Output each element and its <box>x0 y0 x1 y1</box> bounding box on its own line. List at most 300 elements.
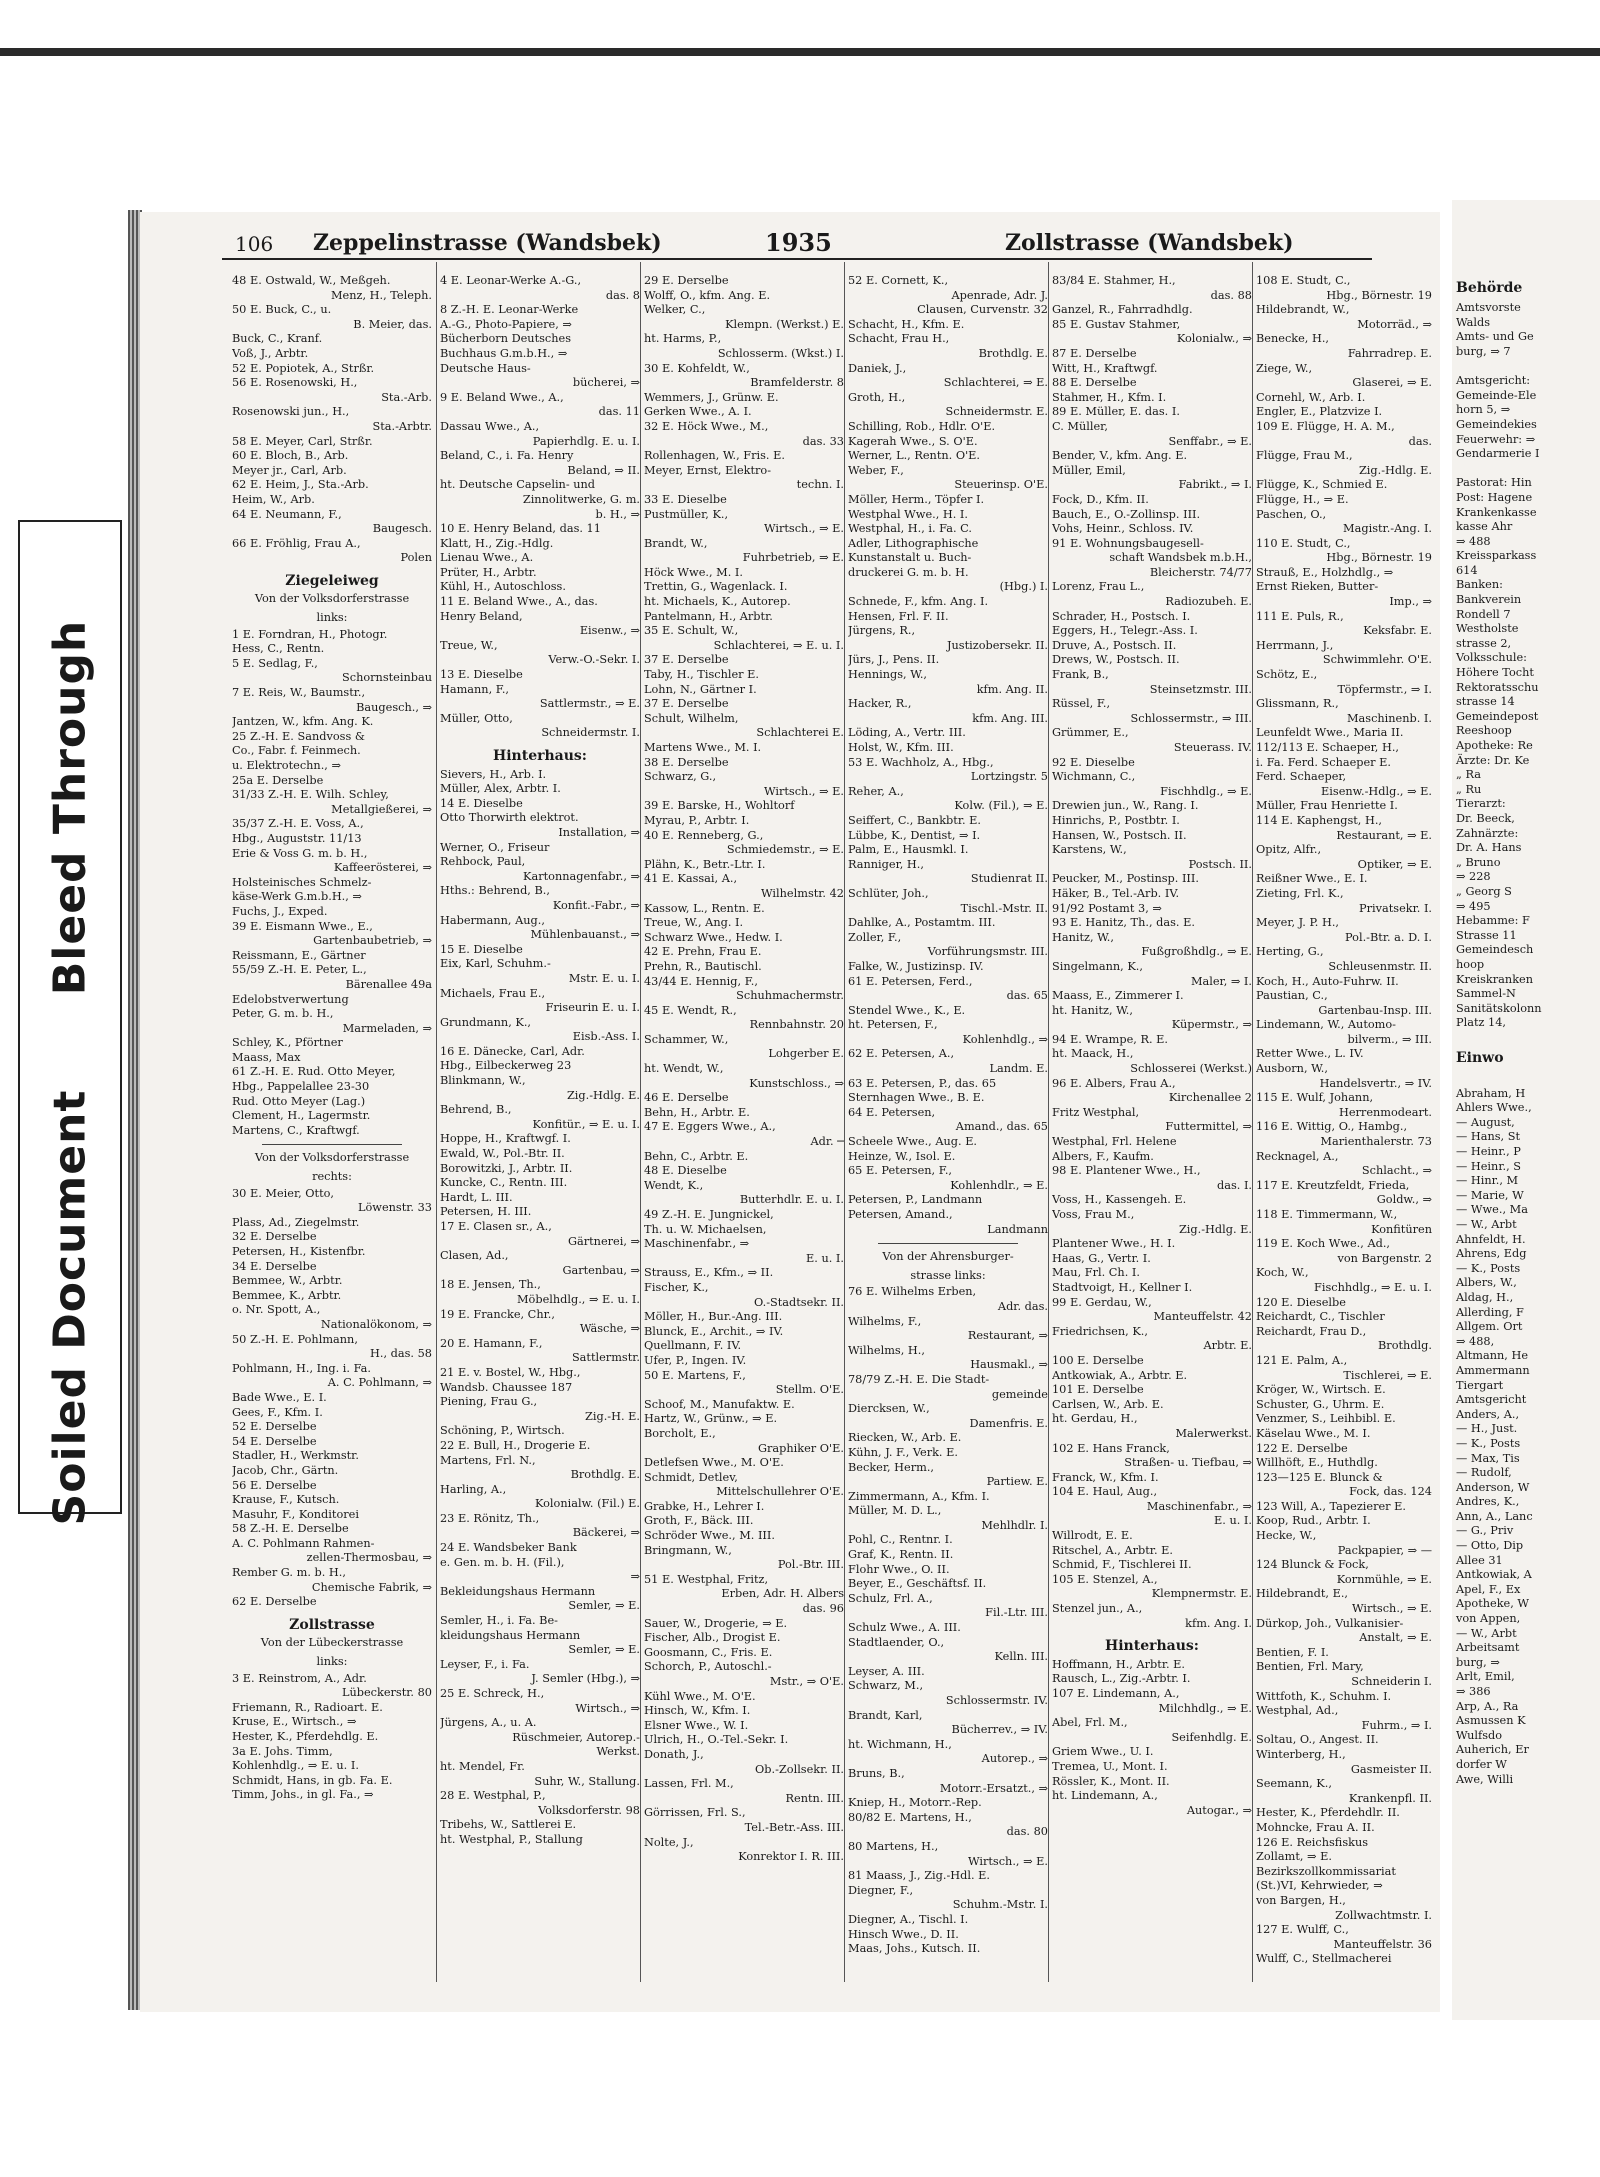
directory-entry: Kühl, H., Autoschloss. <box>440 580 566 594</box>
entry-continuation: Baugesch., ⇒ <box>356 700 432 714</box>
directory-entry: Flohr Wwe., O. II. <box>848 1562 950 1576</box>
adjacent-entry: Hebamme: F <box>1456 914 1530 928</box>
directory-entry: Stenzel jun., A., <box>1052 1602 1143 1616</box>
street-section-heading: Zollstrasse <box>289 1616 375 1633</box>
directory-entry: Lienau Wwe., A. <box>440 551 534 565</box>
entry-continuation: Steuerass. IV. <box>1173 741 1252 754</box>
entry-continuation: Gasmeister II. <box>1350 1762 1432 1776</box>
page-number: 106 <box>235 232 274 256</box>
adjacent-entry: Apel, F., Ex <box>1456 1582 1521 1596</box>
entry-continuation: das. 65 <box>1006 989 1048 1003</box>
entry-continuation: Schlachterei, ⇒ E. <box>943 376 1048 390</box>
directory-entry: 123 Will, A., Tapezierer E. <box>1256 1499 1406 1513</box>
directory-entry: 5 E. Sedlag, F., <box>232 656 318 670</box>
directory-entry: Borcholt, E., <box>644 1426 716 1440</box>
directory-entry: Klatt, H., Zig.-Hdlg. <box>440 536 554 550</box>
directory-entry: Eix, Karl, Schuhm.- <box>440 957 551 971</box>
directory-entry: 43/44 E. Hennig, F., <box>644 974 758 988</box>
directory-entry: Drews, W., Postsch. II. <box>1052 653 1180 667</box>
adjacent-entry: — Wwe., Ma <box>1456 1203 1528 1217</box>
directory-entry: 39 E. Barske, H., Wohltorf <box>644 799 795 813</box>
directory-entry: Holst, W., Kfm. III. <box>848 741 954 754</box>
directory-entry: Welker, C., <box>644 303 706 317</box>
directory-entry: Dahlke, A., Postamtm. III. <box>848 916 996 930</box>
adjacent-entry: Aldag, H., <box>1456 1290 1514 1304</box>
directory-entry: 25 E. Schreck, H., <box>440 1687 545 1700</box>
entry-continuation: Kohlenhdlg., ⇒ <box>962 1032 1048 1046</box>
adjacent-entry: Sammel-N <box>1456 987 1516 1001</box>
street-section-heading: Hinterhaus: <box>1105 1638 1199 1655</box>
column-divider <box>1048 262 1049 1982</box>
directory-entry: Jürs, J., Pens. II. <box>848 653 940 667</box>
entry-continuation: Restaurant, ⇒ <box>967 1329 1048 1343</box>
directory-entry: Harling, A., <box>440 1482 507 1496</box>
entry-continuation: Sta.-Arbtr. <box>372 419 432 433</box>
directory-entry: Nolte, J., <box>644 1835 694 1849</box>
directory-entry: Plass, Ad., Ziegelmstr. <box>232 1215 360 1229</box>
directory-entry: 94 E. Wrampe, R. E. <box>1052 1032 1168 1046</box>
directory-entry: 35 E. Schult, W., <box>644 624 739 638</box>
entry-continuation: Sattlermstr., ⇒ E. <box>539 697 640 711</box>
directory-entry: Behrend, B., <box>440 1103 512 1117</box>
directory-entry: 80 Martens, H., <box>848 1839 939 1853</box>
directory-entry: Bade Wwe., E. I. <box>232 1390 327 1404</box>
directory-entry: Löding, A., Vertr. III. <box>848 726 966 740</box>
directory-entry: Müller, Otto, <box>440 711 513 725</box>
directory-entry: von Bargen, H., <box>1256 1893 1346 1907</box>
directory-entry: 50 E. Martens, F., <box>644 1368 746 1382</box>
directory-entry: Schulz, Frl. A., <box>848 1591 933 1605</box>
directory-entry: 61 E. Petersen, Ferd., <box>848 974 973 988</box>
directory-entry: Recknagel, A., <box>1256 1149 1339 1163</box>
directory-entry: 108 E. Studt, C., <box>1256 274 1351 287</box>
directory-entry: Fischer, K., <box>644 1280 709 1294</box>
direction-note: Von der Volksdorferstrasse <box>254 592 410 606</box>
directory-entry: Bezirkszollkommissariat <box>1256 1864 1396 1878</box>
adjacent-entry: Altmann, He <box>1456 1349 1529 1363</box>
adjacent-entry: Ahnfeldt, H. <box>1456 1232 1526 1246</box>
directory-entry: Voß, J., Arbtr. <box>232 346 309 360</box>
entry-continuation: Zollwachtmstr. I. <box>1335 1908 1432 1922</box>
bleed-through-label: Bleed Through <box>44 619 96 996</box>
column-divider <box>436 262 437 1982</box>
entry-continuation: Schlosserm. (Wkst.) I. <box>717 346 844 360</box>
entry-continuation: Menz, H., Teleph. <box>330 288 432 302</box>
entry-continuation: zellen-Thermosbau, ⇒ <box>306 1551 432 1565</box>
directory-entry: Martens, Frl. N., <box>440 1453 536 1467</box>
adjacent-entry: Amtsgericht <box>1456 1393 1527 1407</box>
entry-continuation: Bramfelderstr. 8 <box>750 376 844 390</box>
directory-entry: 78/79 Z.-H. E. Die Stadt- <box>848 1372 990 1386</box>
entry-continuation: Wirtsch., ⇒ E. <box>763 522 844 536</box>
directory-entry: 119 E. Koch Wwe., Ad., <box>1256 1237 1391 1251</box>
entry-continuation: Eisb.-Ass. I. <box>572 1030 640 1044</box>
directory-entry: Hbg., Auguststr. 11/13 <box>232 831 362 845</box>
entry-continuation: Handelsvertr., ⇒ IV. <box>1319 1076 1432 1090</box>
adjacent-entry: Arbeitsamt <box>1456 1641 1520 1655</box>
directory-entry: 1 E. Forndran, H., Photogr. <box>232 627 388 641</box>
directory-entry: Koch, W., <box>1256 1266 1309 1280</box>
entry-continuation: Rentn. III. <box>785 1791 844 1805</box>
directory-entry: Meyer, J. P. H., <box>1256 916 1340 930</box>
directory-entry: 121 E. Palm, A., <box>1256 1353 1348 1367</box>
directory-entry: 3 E. Reinstrom, A., Adr. <box>232 1671 367 1685</box>
entry-continuation: Töpfermstr., ⇒ I. <box>1337 682 1432 696</box>
entry-continuation: Chemische Fabrik, ⇒ <box>311 1580 432 1594</box>
entry-continuation: Rennbahnstr. 20 <box>749 1018 844 1032</box>
directory-entry: 30 E. Kohfeldt, W., <box>644 361 750 375</box>
directory-entry: 37 E. Derselbe <box>644 697 729 711</box>
entry-continuation: Maschinenfabr., ⇒ <box>1146 1499 1252 1513</box>
adjacent-entry: — Heinr., S <box>1456 1159 1521 1173</box>
adjacent-entry: Awe, Willi <box>1456 1772 1514 1786</box>
entry-continuation: Mittelschullehrer O'E. <box>716 1485 844 1499</box>
adjacent-entry: Arp, A., Ra <box>1456 1699 1519 1713</box>
entry-continuation: Senffabr., ⇒ E. <box>1168 434 1252 448</box>
column-divider <box>844 262 845 1982</box>
direction-note: strasse links: <box>910 1268 986 1282</box>
entry-continuation: Hbg., Börnestr. 19 <box>1326 551 1432 565</box>
directory-entry: Hennings, W., <box>848 668 928 682</box>
entry-continuation: Fahrradrep. E. <box>1347 346 1432 360</box>
adjacent-entry: strasse 14 <box>1456 695 1515 709</box>
street-section-heading: Hinterhaus: <box>493 748 587 764</box>
directory-entry: Elsner Wwe., W. I. <box>644 1718 749 1732</box>
directory-entry: Hildebrandt, E., <box>1256 1587 1349 1601</box>
directory-entry: 51 E. Westphal, Fritz, <box>644 1572 769 1586</box>
adjacent-entry: Apotheke: Re <box>1456 739 1533 752</box>
directory-entry: 42 E. Prehn, Frau E. <box>644 945 762 959</box>
directory-entry: 9 E. Beland Wwe., A., <box>440 390 564 404</box>
directory-entry: Wilhelms, H., <box>848 1343 925 1357</box>
directory-entry: Detlefsen Wwe., M. O'E. <box>644 1456 784 1470</box>
directory-entry: 81 Maass, J., Zig.-Hdl. E. <box>848 1869 991 1883</box>
directory-entry: Heinze, W., Isol. E. <box>848 1149 956 1163</box>
entry-continuation: Manteuffelstr. 42 <box>1153 1310 1252 1324</box>
direction-note: links: <box>316 1655 348 1669</box>
directory-entry: 61 Z.-H. E. Rud. Otto Meyer, <box>232 1065 396 1079</box>
directory-entry: Strauß, E., Holzhdlg., ⇒ <box>1256 565 1394 579</box>
adjacent-entry: Volksschule: <box>1456 651 1527 665</box>
directory-entry: Jürgens, A., u. A. <box>440 1716 537 1730</box>
directory-entry: 91/92 Postamt 3, ⇒ <box>1052 901 1162 915</box>
directory-entry: Reichardt, C., Tischler <box>1256 1310 1385 1324</box>
directory-entry: Möller, Herm., Töpfer I. <box>848 492 985 506</box>
entry-continuation: das. 33 <box>802 434 844 448</box>
directory-entry: 32 E. Höck Wwe., M., <box>644 419 769 433</box>
directory-entry: 96 E. Albers, Frau A., <box>1052 1076 1176 1090</box>
adjacent-entry: Tiergart <box>1456 1378 1504 1392</box>
adjacent-entry: Höhere Tocht <box>1456 666 1534 680</box>
directory-entry: Rember G. m. b. H., <box>232 1566 346 1580</box>
entry-continuation: Semler, ⇒ E. <box>568 1643 640 1657</box>
directory-column-4 <box>848 274 1048 1974</box>
adjacent-entry: Ammermann <box>1456 1363 1530 1377</box>
directory-entry: Schult, Wilhelm, <box>644 711 739 725</box>
directory-entry: 52 E. Popiotek, A., Strßr. <box>232 361 375 375</box>
adjacent-entry <box>1456 1072 1600 1087</box>
entry-continuation: (Hbg.) I. <box>999 580 1048 594</box>
entry-continuation: Konfitür., ⇒ E. u. I. <box>532 1117 640 1131</box>
adjacent-entry: Feuerwehr: ⇒ <box>1456 432 1536 446</box>
directory-entry: 127 E. Wulff, C., <box>1256 1923 1349 1937</box>
directory-entry: Kröger, W., Wirtsch. E. <box>1256 1383 1386 1397</box>
directory-entry: Soltau, O., Angest. II. <box>1256 1733 1379 1747</box>
entry-continuation: Wirtsch., ⇒ E. <box>763 784 844 798</box>
entry-continuation: Bücherrev., ⇒ IV. <box>951 1723 1048 1737</box>
directory-entry: Opitz, Alfr., <box>1256 843 1322 857</box>
directory-entry: Müller, Emil, <box>1052 463 1126 477</box>
directory-entry: 83/84 E. Stahmer, H., <box>1052 274 1176 287</box>
directory-entry: Schröder Wwe., M. III. <box>644 1529 775 1543</box>
entry-continuation: Clausen, Curvenstr. 32 <box>917 303 1048 317</box>
directory-entry: Hths.: Behrend, B., <box>440 884 550 898</box>
directory-entry: Haas, G., Vertr. I. <box>1052 1251 1151 1265</box>
directory-entry: Seiffert, C., Bankbtr. E. <box>848 813 981 827</box>
adjacent-entry: „ Georg S <box>1456 884 1512 898</box>
direction-note: Von der Volksdorferstrasse <box>254 1151 410 1165</box>
adjacent-heading: Einwo <box>1456 1050 1504 1067</box>
directory-entry: Rössler, K., Mont. II. <box>1052 1774 1170 1788</box>
directory-entry: ht. Westphal, P., Stallung <box>440 1832 583 1846</box>
directory-entry: 40 E. Renneberg, G., <box>644 828 764 842</box>
directory-entry: Behn, H., Arbtr. E. <box>644 1105 750 1119</box>
directory-entry: Lassen, Frl. M., <box>644 1777 734 1791</box>
directory-entry: 50 Z.-H. E. Pohlmann, <box>232 1332 358 1346</box>
directory-entry: Hester, K., Pferdehdlg. E. <box>232 1730 379 1743</box>
adjacent-entry: Gemeindekies <box>1456 417 1537 431</box>
adjacent-entry: burg, ⇒ <box>1456 1655 1500 1669</box>
directory-entry: Retter Wwe., L. IV. <box>1256 1047 1364 1061</box>
directory-entry: 20 E. Hamann, F., <box>440 1336 543 1350</box>
adjacent-entry: Gendarmerie I <box>1456 447 1540 461</box>
entry-continuation: Klempnermstr. E. <box>1151 1587 1252 1601</box>
entry-continuation: Arbtr. E. <box>1203 1339 1252 1353</box>
directory-entry: Hess, C., Rentn. <box>232 642 325 656</box>
directory-entry: Beyer, E., Geschäftsf. II. <box>848 1577 987 1591</box>
adjacent-entry: ⇒ 488 <box>1456 534 1491 548</box>
directory-entry: Hinrichs, P., Postbtr. I. <box>1052 813 1180 827</box>
directory-entry: 16 E. Dänecke, Carl, Adr. <box>440 1044 585 1058</box>
entry-continuation: Schornsteinbau <box>342 671 432 685</box>
directory-entry: Beland, C., i. Fa. Henry <box>440 449 574 463</box>
directory-entry: 111 E. Puls, R., <box>1256 609 1344 623</box>
directory-entry: Sternhagen Wwe., B. E. <box>848 1091 985 1105</box>
directory-entry: Hoffmann, H., Arbtr. E. <box>1052 1657 1185 1671</box>
directory-entry: 49 Z.-H. E. Jungnickel, <box>644 1208 774 1221</box>
directory-entry: Piening, Frau G., <box>440 1395 538 1409</box>
entry-continuation: Suhr, W., Stallung. <box>534 1774 640 1788</box>
entry-continuation: Brothdlg. E. <box>570 1468 640 1482</box>
directory-entry: Reher, A., <box>848 784 904 798</box>
direction-note: links: <box>316 611 348 625</box>
directory-entry: Schilling, Rob., Hdlr. O'E. <box>848 419 996 433</box>
directory-entry: Paustian, C., <box>1256 989 1328 1003</box>
directory-entry: 76 E. Wilhelms Erben, <box>848 1285 977 1299</box>
directory-entry: Herting, G., <box>1256 945 1324 959</box>
directory-entry: 33 E. Dieselbe <box>644 492 727 506</box>
adjacent-entry: Anders, A., <box>1456 1407 1520 1421</box>
section-rule <box>262 1144 402 1145</box>
directory-page <box>140 212 1440 2012</box>
directory-entry: ht. Mendel, Fr. <box>440 1759 525 1773</box>
directory-entry: Bücherborn Deutsches <box>440 332 572 346</box>
directory-entry: 58 E. Meyer, Carl, Strßr. <box>232 434 373 448</box>
directory-entry: Ranniger, H., <box>848 857 924 871</box>
entry-continuation: Graphiker O'E. <box>757 1441 844 1455</box>
entry-continuation: Steinsetzmstr. III. <box>1149 682 1252 696</box>
directory-entry: Kühl Wwe., M. O'E. <box>644 1689 756 1703</box>
entry-continuation: Klempn. (Werkst.) E. <box>725 317 844 331</box>
directory-entry: Kühn, J. F., Verk. E. <box>848 1445 958 1459</box>
directory-entry: (St.)VI, Kehrwieder, ⇒ <box>1256 1879 1383 1893</box>
entry-continuation: von Bargenstr. 2 <box>1337 1251 1432 1265</box>
directory-entry: ht. Hanitz, W., <box>1052 1003 1133 1017</box>
directory-entry: Koch, H., Auto-Fuhrw. II. <box>1256 974 1399 988</box>
directory-entry: Werner, O., Friseur <box>440 840 550 854</box>
directory-entry: Wichmann, C., <box>1052 770 1136 784</box>
adjacent-entry: Krankenkasse <box>1456 505 1537 519</box>
directory-entry: ht. Wendt, W., <box>644 1062 724 1076</box>
directory-entry: Buchhaus G.m.b.H., ⇒ <box>440 346 568 360</box>
adjacent-entry: Dr. Beeck, <box>1456 811 1515 825</box>
directory-entry: Brandt, W., <box>644 536 708 550</box>
entry-continuation: Brothdlg. E. <box>978 346 1048 360</box>
entry-continuation: A. C. Pohlmann, ⇒ <box>327 1376 432 1390</box>
directory-entry: 41 E. Kassai, A., <box>644 872 738 886</box>
directory-entry: Diegner, A., Tischl. I. <box>848 1912 969 1926</box>
entry-continuation: Ob.-Zollsekr. II. <box>755 1762 844 1776</box>
directory-entry: Sievers, H., Arb. I. <box>440 767 547 781</box>
directory-entry: Daniek, J., <box>848 361 907 375</box>
adjacent-entry: — Heinr., P <box>1456 1145 1521 1159</box>
directory-entry: Wittfoth, K., Schuhm. I. <box>1256 1689 1392 1703</box>
entry-continuation: Landmann <box>987 1222 1048 1236</box>
directory-entry: Lübbe, K., Dentist, ⇒ I. <box>848 828 981 842</box>
directory-entry: Schrader, H., Postsch. I. <box>1052 609 1191 623</box>
directory-entry: Schulz Wwe., A. III. <box>848 1621 961 1635</box>
entry-continuation: Gartenbau-Insp. III. <box>1318 1003 1432 1017</box>
entry-continuation: Papierhdlg. E. u. I. <box>532 434 640 448</box>
entry-continuation: Zig.-Hdlg. E. <box>566 1088 640 1102</box>
adjacent-entry: — Otto, Dip <box>1456 1539 1524 1553</box>
directory-entry: Pustmüller, K., <box>644 507 729 521</box>
directory-entry: Flügge, K., Schmied E. <box>1256 478 1388 492</box>
directory-entry: Sauer, W., Drogerie, ⇒ E. <box>644 1616 788 1630</box>
entry-continuation: Möbelhdlg., ⇒ E. u. I. <box>516 1292 640 1306</box>
directory-entry: Friedrichsen, K., <box>1052 1324 1148 1338</box>
entry-continuation: das. 88 <box>1210 288 1252 302</box>
directory-entry: Scheele Wwe., Aug. E. <box>848 1135 978 1149</box>
directory-entry: Mau, Frl. Ch. I. <box>1052 1266 1140 1280</box>
directory-entry: 22 E. Bull, H., Drogerie E. <box>440 1438 591 1452</box>
directory-entry: Schmidt, Hans, in gb. Fa. E. <box>232 1773 393 1787</box>
directory-entry: Schwarz, M., <box>848 1679 924 1693</box>
directory-entry: Fock, D., Kfm. II. <box>1052 492 1149 506</box>
directory-entry: ht. Petersen, F., <box>848 1018 938 1032</box>
directory-entry: Wulff, C., Stellmacherei <box>1256 1952 1392 1966</box>
entry-continuation: Fabrikt., ⇒ I. <box>1178 478 1252 492</box>
directory-entry: Stadtvoigt, H., Kellner I. <box>1052 1280 1193 1294</box>
directory-entry: 98 E. Plantener Wwe., H., <box>1052 1164 1201 1178</box>
directory-entry: 110 E. Studt, C., <box>1256 536 1351 550</box>
directory-entry: Clement, H., Lagermstr. <box>232 1109 371 1123</box>
directory-entry: 37 E. Derselbe <box>644 653 729 667</box>
directory-entry: Quellmann, F. IV. <box>644 1339 742 1353</box>
directory-entry: 124 Blunck & Fock, <box>1256 1558 1369 1572</box>
directory-entry: 38 E. Derselbe <box>644 755 729 769</box>
directory-entry: Stadler, H., Werkmstr. <box>232 1449 359 1463</box>
entry-continuation: Radiozubeh. E. <box>1165 595 1252 609</box>
entry-continuation: Restaurant, ⇒ E. <box>1336 828 1432 842</box>
directory-entry: 109 E. Flügge, H. A. M., <box>1256 419 1395 433</box>
entry-continuation: Konfit.-Fabr., ⇒ <box>552 898 640 912</box>
adjacent-entry: Amtsvorste <box>1456 301 1521 315</box>
directory-entry: 88 E. Derselbe <box>1052 376 1137 390</box>
adjacent-entry: Albers, W., <box>1456 1276 1517 1290</box>
adjacent-entry: „ Bruno <box>1456 855 1501 869</box>
directory-entry: Holsteinisches Schmelz- <box>232 875 372 889</box>
entry-continuation: Straßen- u. Tiefbau, ⇒ <box>1124 1456 1252 1470</box>
entry-continuation: Tel.-Betr.-Ass. III. <box>744 1820 844 1834</box>
directory-entry: Vohs, Heinr., Schloss. IV. <box>1052 522 1194 536</box>
adjacent-entry: Dr. A. Hans <box>1456 841 1522 855</box>
entry-continuation: Malerwerkst. <box>1175 1426 1252 1440</box>
directory-entry: 122 E. Derselbe <box>1256 1441 1348 1455</box>
directory-entry: Ernst Rieken, Butter- <box>1256 580 1379 594</box>
directory-entry: Krause, F., Kutsch. <box>232 1493 340 1507</box>
directory-entry: Dürkop, Joh., Vulkanisier- <box>1256 1616 1404 1630</box>
directory-entry: Jantzen, W., kfm. Ang. K. <box>232 715 374 729</box>
directory-entry: ht. Maack, H., <box>1052 1047 1134 1061</box>
entry-continuation: Schneidermstr. I. <box>541 726 640 740</box>
adjacent-entry: Wulfsdo <box>1456 1728 1503 1742</box>
directory-entry: Ulrich, H., O.-Tel.-Sekr. I. <box>644 1733 789 1747</box>
entry-continuation: Löwenstr. 33 <box>358 1201 432 1215</box>
directory-entry: Reichardt, Frau D., <box>1256 1324 1367 1338</box>
directory-entry: ht. Wichmann, H., <box>848 1737 952 1751</box>
directory-entry: A.-G., Photo-Papiere, ⇒ <box>440 317 572 331</box>
directory-entry: Bender, V., kfm. Ang. E. <box>1052 449 1188 463</box>
directory-entry: 64 E. Petersen, <box>848 1105 936 1119</box>
directory-entry: i. Fa. Ferd. Schaeper E. <box>1256 755 1392 769</box>
directory-entry: 11 E. Beland Wwe., A., das. <box>440 595 598 609</box>
entry-continuation: Lübeckerstr. 80 <box>341 1686 432 1700</box>
entry-continuation: Vorführungsmstr. III. <box>927 945 1048 959</box>
directory-entry: Petersen, P., Landmann <box>848 1193 983 1207</box>
directory-column-6 <box>1256 274 1432 1974</box>
directory-entry: 102 E. Hans Franck, <box>1052 1441 1170 1455</box>
entry-continuation: Mehlhdlr. I. <box>981 1518 1048 1532</box>
directory-entry: Flügge, H., ⇒ E. <box>1256 492 1349 506</box>
directory-entry: Rausch, L., Zig.-Arbtr. I. <box>1052 1672 1191 1686</box>
directory-entry: Schötz, E., <box>1256 668 1318 682</box>
directory-entry: C. Müller, <box>1052 419 1108 433</box>
adjacent-entry: Amts- und Ge <box>1456 330 1534 344</box>
entry-continuation: Sattlermstr. <box>571 1351 640 1365</box>
adjacent-entry: Anderson, W <box>1456 1480 1530 1494</box>
directory-entry: Schorch, P., Autoschl.- <box>644 1660 772 1674</box>
directory-entry: Hester, K., Pferdehdlr. II. <box>1256 1806 1400 1820</box>
directory-entry: Prehn, R., Bautischl. <box>644 959 762 973</box>
directory-entry: 112/113 E. Schaeper, H., <box>1256 741 1400 754</box>
entry-continuation: kfm. Ang. III. <box>972 711 1048 725</box>
directory-column-5 <box>1052 274 1252 1974</box>
directory-entry: Hardt, L. III. <box>440 1190 513 1204</box>
adjacent-entry <box>1456 1031 1600 1046</box>
entry-continuation: Fock, das. 124 <box>1349 1485 1432 1499</box>
entry-continuation: Adr. ─ <box>810 1135 844 1149</box>
